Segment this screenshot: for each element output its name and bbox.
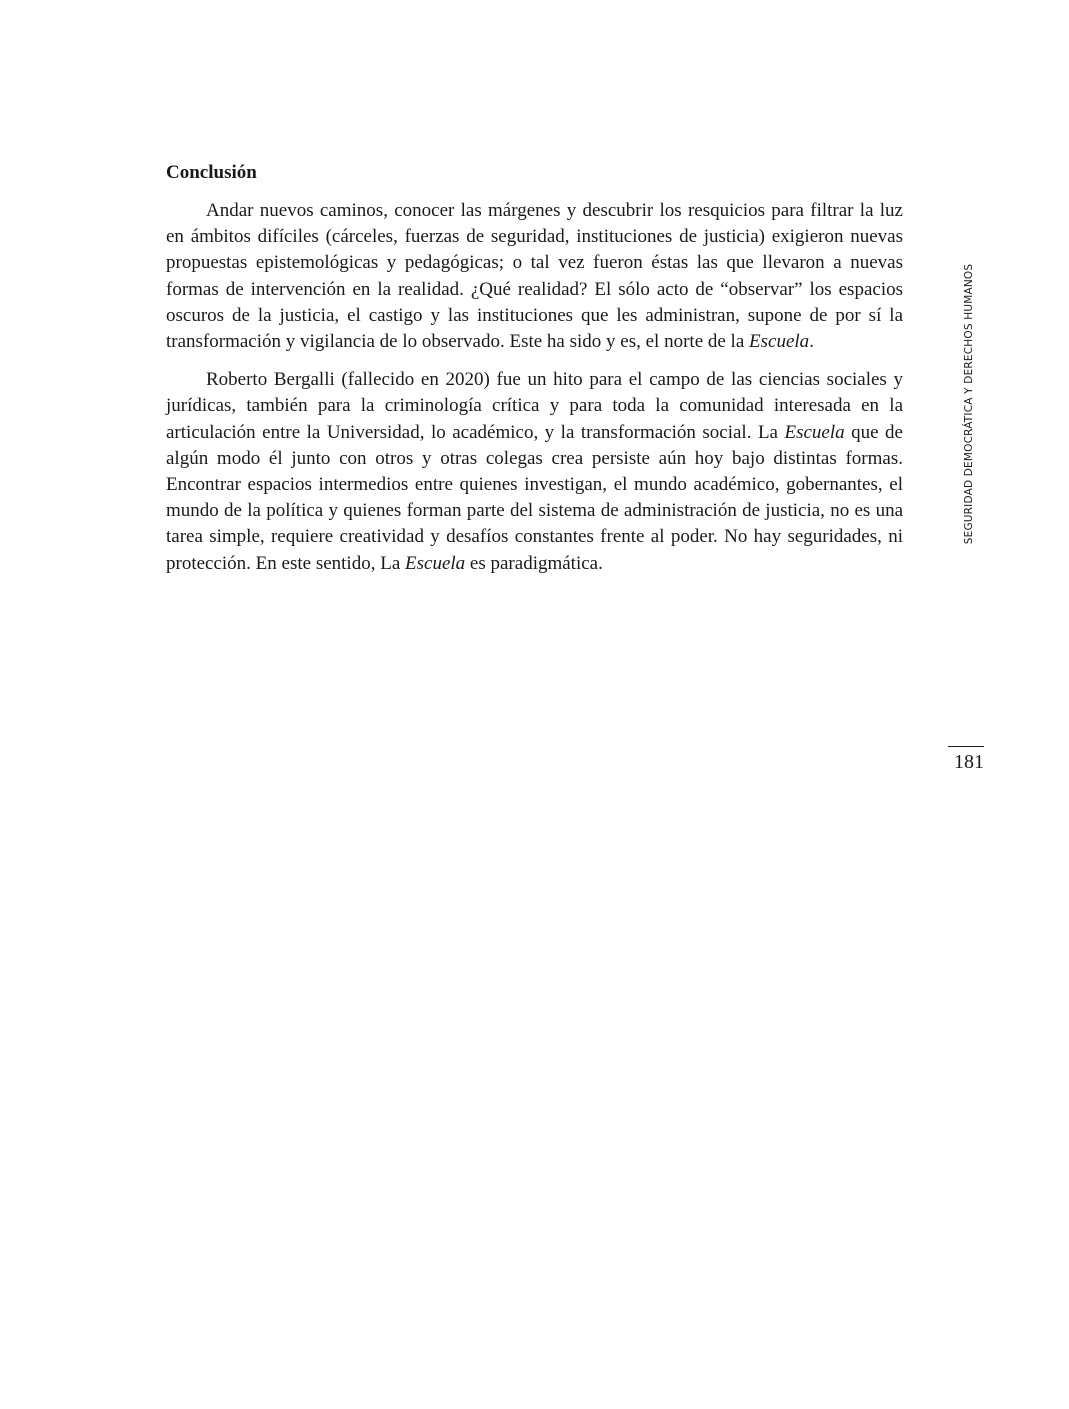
paragraph-2-segment-1: Roberto Bergalli (fallecido en 2020) fue un hito para el campo de las ciencias sociales y jurídicas, también para la criminología crítica y para toda la comunidad interesada en la articulación entre la Universidad, lo académico, y la transformación social. La <box>166 369 903 443</box>
page-number: 181 <box>954 751 984 773</box>
page-number-rule <box>948 746 984 747</box>
paragraph-2-segment-5: es paradigmática. <box>465 552 603 574</box>
paragraph-2-segment-3: que de algún modo él junto con otros y otras colegas crea persiste aún hoy bajo distintas formas. Encontrar espacios intermedios entre quienes investigan, el mundo académico, gobernantes, el mundo de la política y quienes forman parte del sistema de administración de justicia, no es una tarea simple, requiere creatividad y desafíos constantes frente al poder. No hay seguridades, ni protección. En este sentido, La <box>166 421 903 574</box>
paragraph-1-segment-2: Escuela <box>749 331 810 353</box>
paragraph-2-segment-4: Escuela <box>405 552 466 574</box>
paragraph-2 <box>166 367 903 577</box>
paragraph-1-segment-3: . <box>809 331 814 353</box>
paragraph-1-segment-1: Andar nuevos caminos, conocer las márgenes y descubrir los resquicios para filtrar la luz en ámbitos difíciles (cárceles, fuerzas de seguridad, instituciones de justicia) exigieron nuevas propuestas epistemológicas y pedagógicas; o tal vez fueron éstas las que llevaron a nuevas formas de intervención en la realidad. ¿Qué realidad? El sólo acto de “observar” los espacios oscuros de la justicia, el castigo y las instituciones que les administran, supone de por sí la transformación y vigilancia de lo observado. Este ha sido y es, el norte de la <box>166 200 903 353</box>
running-title-vertical: SEGURIDAD DEMOCRÁTICA Y DERECHOS HUMANOS <box>963 263 975 545</box>
section-heading: Conclusión <box>166 162 257 183</box>
paragraph-2-segment-2: Escuela <box>784 421 845 443</box>
main-text-block <box>166 160 903 589</box>
paragraph-1 <box>166 198 903 355</box>
